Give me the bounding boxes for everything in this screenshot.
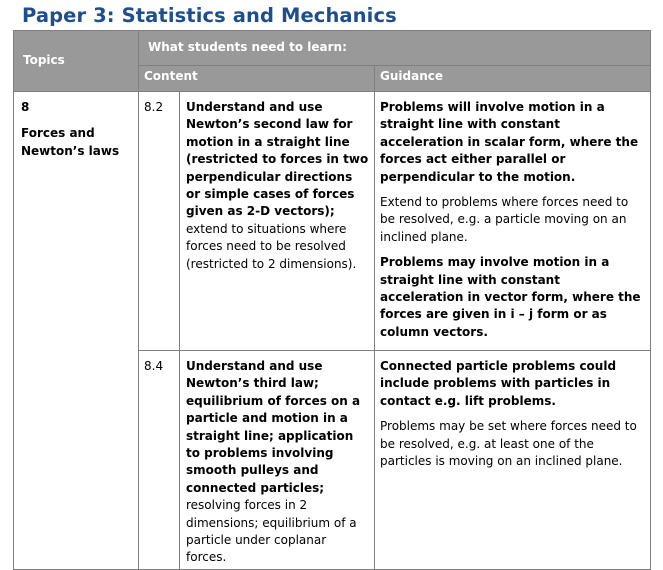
specification-table bbox=[13, 30, 651, 570]
content-normal-text: resolving forces in 2 dimensions; equilibrium of a particle under coplanar forces. bbox=[186, 498, 357, 565]
topics-header: Topics bbox=[14, 31, 139, 92]
guidance-paragraph: Extend to problems where forces need to be resolved, e.g. a particle moving on an inclined plane. bbox=[380, 195, 629, 244]
topic-cell bbox=[14, 92, 139, 570]
content-bold-text: Understand and use Newton’s second law for motion in a straight line (restricted to forces in two perpendicular directions or simple cases of forces given as 2-D vectors); bbox=[186, 100, 369, 219]
what-students-header: What students need to learn: bbox=[139, 31, 651, 66]
guidance-cell bbox=[375, 351, 651, 570]
topic-name: Forces and Newton’s laws bbox=[21, 126, 120, 158]
guidance-cell bbox=[375, 92, 651, 351]
content-normal-text: extend to situations where forces need to be resolved (restricted to 2 dimensions). bbox=[186, 221, 357, 271]
guidance-paragraph: Connected particle problems could include problems with particles in contact e.g. lift problems. bbox=[380, 359, 617, 408]
topic-number: 8 bbox=[21, 100, 30, 114]
content-cell bbox=[180, 351, 375, 570]
page-title: Paper 3: Statistics and Mechanics bbox=[22, 4, 397, 27]
content-cell bbox=[180, 92, 375, 351]
content-bold-text: Understand and use Newton’s third law; equilibrium of forces on a particle and motion in a straight line; application to problems involving smooth pulleys and connected particles; bbox=[186, 359, 361, 495]
guidance-paragraph: Problems will involve motion in a straight line with constant acceleration in scalar form, where the forces act either parallel or perpendicular to the motion. bbox=[380, 100, 639, 184]
content-ref: 8.2 bbox=[139, 92, 180, 351]
guidance-paragraph: Problems may involve motion in a straight line with constant acceleration in vector form, where the forces are given in i – j form or as column vectors. bbox=[380, 255, 641, 339]
content-ref: 8.4 bbox=[139, 351, 180, 570]
table-row bbox=[14, 92, 651, 351]
guidance-header: Guidance bbox=[375, 66, 651, 92]
guidance-paragraph: Problems may be set where forces need to be resolved, e.g. at least one of the particles is moving on an inclined plane. bbox=[380, 419, 637, 469]
content-header: Content bbox=[139, 66, 375, 92]
